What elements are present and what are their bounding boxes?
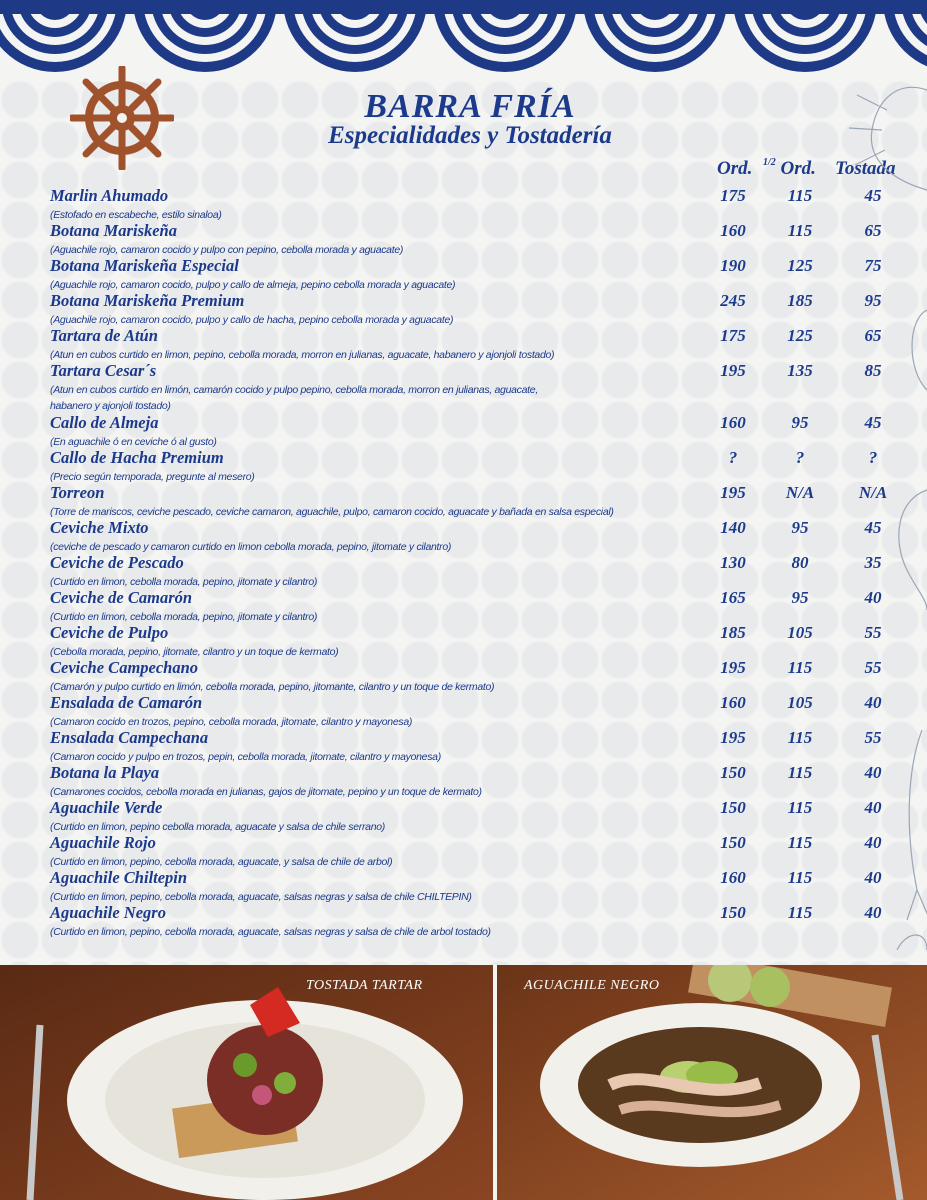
price-ord: 195 bbox=[720, 658, 746, 677]
menu-item-name: Ensalada de Camarón bbox=[50, 693, 203, 712]
menu-item-name: Ceviche Campechano bbox=[50, 658, 199, 677]
menu-item-name: Botana Mariskeña Especial bbox=[50, 256, 239, 275]
price-tostada: 95 bbox=[864, 291, 882, 310]
menu-item-name: Botana la Playa bbox=[50, 763, 160, 782]
price-ord: 175 bbox=[720, 326, 746, 345]
price-half-ord: 115 bbox=[787, 186, 813, 205]
column-header-tostada: Tostada bbox=[835, 158, 896, 179]
price-tostada: 75 bbox=[864, 256, 882, 275]
menu-item-description: (Camaron cocido y pulpo en trozos, pepin, cebolla morada, jitomate, cilantro y mayonesa) bbox=[50, 751, 441, 763]
price-tostada: 45 bbox=[864, 413, 882, 432]
price-half-ord: 115 bbox=[787, 763, 813, 782]
menu-item-description: (Estofado en escabeche, estilo sinaloa) bbox=[50, 209, 222, 221]
price-half-ord: 135 bbox=[787, 361, 813, 380]
price-half-ord: 115 bbox=[787, 658, 813, 677]
price-tostada: 40 bbox=[864, 833, 882, 852]
price-half-ord: N/A bbox=[785, 483, 815, 502]
menu-item-name: Aguachile Verde bbox=[50, 798, 163, 817]
price-tostada: 40 bbox=[864, 868, 882, 887]
price-half-ord: 105 bbox=[787, 623, 813, 642]
price-half-ord: 95 bbox=[791, 588, 809, 607]
menu-item-name: Torreon bbox=[50, 483, 105, 502]
page-subtitle: Especialidades y Tostadería bbox=[328, 122, 612, 149]
half-fraction: 1/2 bbox=[763, 156, 776, 168]
menu-item-name: Ceviche de Pulpo bbox=[50, 623, 169, 642]
menu-item-description: (Camaron cocido en trozos, pepino, cebolla morada, jitomate, cilantro y mayonesa) bbox=[50, 716, 413, 728]
menu-item-name: Callo de Hacha Premium bbox=[50, 448, 224, 467]
price-half-ord: 115 bbox=[787, 833, 813, 852]
price-tostada: N/A bbox=[858, 483, 888, 502]
food-photos bbox=[0, 965, 927, 1200]
price-half-ord: 115 bbox=[787, 868, 813, 887]
price-half-ord: 95 bbox=[791, 518, 809, 537]
price-tostada: 40 bbox=[864, 693, 882, 712]
price-ord: ? bbox=[728, 448, 738, 467]
column-header-half-ord bbox=[763, 158, 816, 180]
photo-label-tostada-tartar: TOSTADA TARTAR bbox=[306, 978, 423, 993]
price-ord: 150 bbox=[720, 903, 746, 922]
menu-item-description: (Curtido en limon, pepino, cebolla morada, aguacate, y salsa de chile de arbol) bbox=[50, 856, 393, 868]
price-tostada: 55 bbox=[864, 728, 882, 747]
menu-item-name: Aguachile Negro bbox=[50, 903, 166, 922]
price-tostada: 55 bbox=[864, 623, 882, 642]
price-half-ord: 115 bbox=[787, 798, 813, 817]
price-tostada: 40 bbox=[864, 798, 882, 817]
price-tostada: 45 bbox=[864, 518, 882, 537]
menu-item-name: Ensalada Campechana bbox=[50, 728, 209, 747]
price-half-ord: 185 bbox=[787, 291, 813, 310]
price-half-ord: 105 bbox=[787, 693, 813, 712]
price-tostada: 45 bbox=[864, 186, 882, 205]
menu-item-name: Tartara Cesar´s bbox=[50, 361, 157, 380]
price-half-ord: 80 bbox=[791, 553, 809, 572]
photo-label-aguachile-negro: AGUACHILE NEGRO bbox=[524, 978, 660, 993]
menu-item-description: (Atun en cubos curtido en limon, pepino, cebolla morada, morron en julianas, aguacate, habanero y ajonjoli tostado) bbox=[50, 349, 555, 361]
menu-item-description: (Camarón y pulpo curtido en limón, cebolla morada, pepino, jitomante, cilantro y un toque de kermato) bbox=[50, 681, 495, 693]
menu-item-description: (Atun en cubos curtido en limón, camarón cocido y pulpo pepino, cebolla morada, morron en julianas, aguacate, habanero y ajonjoli tostado) bbox=[50, 384, 538, 412]
menu-item-description: (Curtido en limon, cebolla morada, pepino, jitomate y cilantro) bbox=[50, 611, 318, 623]
price-ord: 150 bbox=[720, 763, 746, 782]
price-tostada: 65 bbox=[864, 326, 882, 345]
menu-title-block bbox=[300, 88, 640, 150]
price-half-ord: 95 bbox=[791, 413, 809, 432]
menu-item-description: (Curtido en limon, cebolla morada, pepino, jitomate y cilantro) bbox=[50, 576, 318, 588]
menu-item-description: (Cebolla morada, pepino, jitomate, cilantro y un toque de kermato) bbox=[50, 646, 339, 658]
menu-item-name: Ceviche de Pescado bbox=[50, 553, 184, 572]
menu-item-description: (ceviche de pescado y camaron curtido en limon cebolla morada, pepino, jitomate y cilantro) bbox=[50, 541, 452, 553]
price-ord: 160 bbox=[720, 693, 746, 712]
menu-item-description: (Torre de mariscos, ceviche pescado, ceviche camaron, aguachile, pulpo, camaron cocido, aguacate y bañada en salsa especial) bbox=[50, 506, 614, 518]
price-tostada: 40 bbox=[864, 588, 882, 607]
menu-item-description: (Aguachile rojo, camaron cocido, pulpo y callo de hacha, pepino cebolla morada y aguacate) bbox=[50, 314, 454, 326]
menu-item-name: Botana Mariskeña Premium bbox=[50, 291, 245, 310]
price-ord: 160 bbox=[720, 413, 746, 432]
menu-item-description: (En aguachile ó en ceviche ó al gusto) bbox=[50, 436, 217, 448]
price-ord: 195 bbox=[720, 483, 746, 502]
price-half-ord: 115 bbox=[787, 903, 813, 922]
menu-item-name: Ceviche Mixto bbox=[50, 518, 149, 537]
menu-item-description: (Curtido en limon, pepino, cebolla morada, aguacate, salsas negras y salsa de chile CHILTEPIN) bbox=[50, 891, 472, 903]
price-tostada: 35 bbox=[864, 553, 882, 572]
price-ord: 140 bbox=[720, 518, 746, 537]
price-ord: 190 bbox=[720, 256, 746, 275]
price-ord: 160 bbox=[720, 221, 746, 240]
price-tostada: 40 bbox=[864, 903, 882, 922]
menu-item-name: Botana Mariskeña bbox=[50, 221, 177, 240]
menu-item-description: (Precio según temporada, pregunte al mesero) bbox=[50, 471, 255, 483]
menu-item-description: (Aguachile rojo, camaron cocido, pulpo y callo de almeja, pepino cebolla morada y aguacate) bbox=[50, 279, 456, 291]
menu-item-description: (Curtido en limon, pepino cebolla morada, aguacate y salsa de chile serrano) bbox=[50, 821, 385, 833]
price-half-ord: 115 bbox=[787, 728, 813, 747]
menu-item-description: (Camarones cocidos, cebolla morada en julianas, gajos de jitomate, pepino y un toque de kermato) bbox=[50, 786, 482, 798]
menu-item-name: Callo de Almeja bbox=[50, 413, 159, 432]
price-ord: 160 bbox=[720, 868, 746, 887]
photo-tostada-tartar bbox=[0, 965, 493, 1200]
price-tostada: 40 bbox=[864, 763, 882, 782]
price-tostada: 65 bbox=[864, 221, 882, 240]
price-half-ord: 115 bbox=[787, 221, 813, 240]
ship-wheel-icon bbox=[70, 66, 174, 170]
price-ord: 185 bbox=[720, 623, 746, 642]
column-header-ord: Ord. bbox=[717, 158, 753, 179]
price-half-ord: 125 bbox=[787, 256, 813, 275]
price-ord: 175 bbox=[720, 186, 746, 205]
price-half-ord: ? bbox=[795, 448, 805, 467]
price-ord: 195 bbox=[720, 728, 746, 747]
photo-aguachile-negro bbox=[497, 965, 927, 1200]
menu-item-description: (Curtido en limon, pepino, cebolla morada, aguacate, salsas negras y salsa de chile de arbol tostado) bbox=[50, 926, 491, 938]
menu-item-description: (Aguachile rojo, camaron cocido y pulpo con pepino, cebolla morada y aguacate) bbox=[50, 244, 404, 256]
menu-item-name: Tartara de Atún bbox=[50, 326, 158, 345]
price-half-ord: 125 bbox=[787, 326, 813, 345]
price-ord: 245 bbox=[720, 291, 746, 310]
price-ord: 150 bbox=[720, 798, 746, 817]
price-ord: 130 bbox=[720, 553, 746, 572]
menu-item-name: Aguachile Rojo bbox=[50, 833, 156, 852]
price-tostada: 85 bbox=[864, 361, 882, 380]
menu-item-name: Aguachile Chiltepin bbox=[50, 868, 188, 887]
page-title: BARRA FRÍA bbox=[364, 88, 576, 125]
half-ord-label: Ord. bbox=[780, 158, 816, 179]
price-ord: 195 bbox=[720, 361, 746, 380]
menu-item-name: Marlin Ahumado bbox=[50, 186, 169, 205]
menu-item-name: Ceviche de Camarón bbox=[50, 588, 193, 607]
price-ord: 165 bbox=[720, 588, 746, 607]
price-ord: 150 bbox=[720, 833, 746, 852]
price-tostada: 55 bbox=[864, 658, 882, 677]
price-tostada: ? bbox=[868, 448, 878, 467]
